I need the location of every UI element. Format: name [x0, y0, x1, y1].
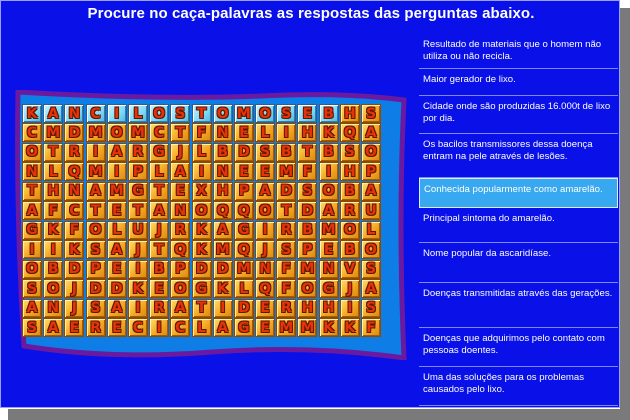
letter-tile[interactable]: S — [276, 104, 296, 123]
letter-tile[interactable]: X — [192, 182, 212, 201]
letter-tile[interactable]: K — [319, 123, 339, 142]
letter-tile[interactable]: F — [192, 123, 212, 142]
letter-tile[interactable]: A — [43, 104, 63, 123]
letter-tile[interactable]: M — [297, 318, 317, 337]
letter-tile[interactable]: T — [149, 240, 169, 259]
letter-tile[interactable]: D — [234, 299, 254, 318]
letter-tile[interactable]: D — [213, 260, 233, 279]
question-item[interactable]: Resultado de materiais que o homem não utiliza ou não recicla. — [419, 34, 618, 69]
letter-tile[interactable]: K — [213, 279, 233, 298]
letter-tile[interactable]: P — [86, 260, 106, 279]
letter-tile[interactable]: O — [340, 221, 360, 240]
letter-tile[interactable]: E — [319, 240, 339, 259]
letter-tile[interactable]: M — [276, 162, 296, 181]
letter-tile[interactable]: L — [43, 162, 63, 181]
letter-tile[interactable]: I — [149, 318, 169, 337]
letter-tile[interactable]: O — [107, 123, 127, 142]
letter-tile[interactable]: O — [255, 104, 275, 123]
letter-tile[interactable]: I — [319, 162, 339, 181]
letter-tile[interactable]: J — [170, 143, 190, 162]
letter-tile[interactable]: R — [86, 318, 106, 337]
question-item[interactable]: Doenças transmitidas através das gerações. — [419, 283, 618, 328]
letter-tile[interactable]: Q — [213, 201, 233, 220]
letter-tile[interactable]: C — [86, 104, 106, 123]
letter-tile[interactable]: A — [43, 318, 63, 337]
letter-tile[interactable]: T — [86, 201, 106, 220]
letter-tile[interactable]: L — [128, 104, 148, 123]
letter-tile[interactable]: I — [128, 299, 148, 318]
letter-tile[interactable]: N — [22, 162, 42, 181]
letter-tile[interactable]: A — [319, 201, 339, 220]
letter-tile[interactable]: J — [340, 279, 360, 298]
letter-tile[interactable]: B — [340, 182, 360, 201]
letter-tile[interactable]: O — [86, 221, 106, 240]
letter-tile[interactable]: K — [128, 279, 148, 298]
letter-tile[interactable]: Q — [234, 240, 254, 259]
letter-tile[interactable]: I — [43, 240, 63, 259]
letter-tile[interactable]: N — [170, 201, 190, 220]
letter-tile[interactable]: E — [297, 104, 317, 123]
letter-tile[interactable]: O — [170, 279, 190, 298]
letter-tile[interactable]: S — [276, 240, 296, 259]
letter-tile[interactable]: D — [107, 279, 127, 298]
letter-tile[interactable]: T — [192, 104, 212, 123]
letter-tile[interactable]: P — [297, 240, 317, 259]
letter-tile[interactable]: O — [297, 279, 317, 298]
letter-tile[interactable]: A — [170, 162, 190, 181]
question-item[interactable]: Cidade onde são produzidas 16.000t de lixo por dia. — [419, 96, 618, 134]
letter-tile[interactable]: D — [86, 279, 106, 298]
letter-grid — [22, 104, 381, 338]
letter-tile[interactable]: B — [149, 260, 169, 279]
letter-tile[interactable]: L — [255, 123, 275, 142]
instruction-title: Procure no caça-palavras as respostas das perguntas abaixo. — [87, 5, 535, 22]
letter-tile[interactable]: I — [107, 162, 127, 181]
letter-tile[interactable]: P — [170, 260, 190, 279]
letter-tile[interactable]: F — [361, 318, 381, 337]
letter-tile[interactable]: J — [128, 240, 148, 259]
letter-tile[interactable]: S — [361, 299, 381, 318]
letter-tile[interactable]: A — [107, 299, 127, 318]
letter-tile[interactable]: B — [319, 143, 339, 162]
letter-tile[interactable]: O — [149, 104, 169, 123]
letter-tile[interactable]: D — [234, 143, 254, 162]
letter-tile[interactable]: M — [319, 221, 339, 240]
letter-tile[interactable]: H — [340, 104, 360, 123]
letter-tile[interactable]: C — [170, 318, 190, 337]
letter-tile[interactable]: T — [192, 299, 212, 318]
letter-tile[interactable]: R — [276, 299, 296, 318]
letter-tile[interactable]: A — [22, 299, 42, 318]
question-item[interactable]: Os bacilos transmissores dessa doença entram na pele através de lesões. — [419, 134, 618, 178]
question-item[interactable]: Nome popular da ascaridíase. — [419, 243, 618, 283]
letter-tile[interactable]: K — [64, 240, 84, 259]
letter-tile[interactable]: O — [255, 201, 275, 220]
letter-tile[interactable]: R — [149, 299, 169, 318]
question-item[interactable]: Conhecida popularmente como amarelão. — [419, 178, 618, 208]
letter-tile[interactable]: A — [361, 182, 381, 201]
letter-tile[interactable]: K — [192, 240, 212, 259]
letter-tile[interactable]: Q — [340, 123, 360, 142]
letter-tile[interactable]: M — [107, 182, 127, 201]
letter-tile[interactable]: F — [276, 260, 296, 279]
letter-tile[interactable]: M — [43, 123, 63, 142]
letter-tile[interactable]: T — [170, 123, 190, 142]
letter-tile[interactable]: E — [107, 260, 127, 279]
letter-tile[interactable]: H — [340, 162, 360, 181]
letter-tile[interactable]: S — [86, 240, 106, 259]
letter-tile[interactable]: L — [361, 221, 381, 240]
letter-tile[interactable]: P — [128, 162, 148, 181]
letter-tile[interactable]: M — [297, 260, 317, 279]
letter-tile[interactable]: R — [128, 143, 148, 162]
letter-tile[interactable]: B — [319, 104, 339, 123]
letter-tile[interactable]: O — [43, 279, 63, 298]
letter-tile[interactable]: S — [297, 182, 317, 201]
letter-tile[interactable]: I — [107, 104, 127, 123]
letter-tile[interactable]: G — [22, 221, 42, 240]
letter-tile[interactable]: T — [43, 143, 63, 162]
letter-tile[interactable]: V — [340, 260, 360, 279]
letter-tile[interactable]: T — [276, 201, 296, 220]
letter-tile[interactable]: A — [107, 240, 127, 259]
letter-tile[interactable]: E — [149, 279, 169, 298]
window-shadow-bottom — [8, 409, 630, 420]
letter-tile[interactable]: A — [255, 182, 275, 201]
letter-tile[interactable]: N — [43, 299, 63, 318]
letter-tile[interactable]: S — [170, 104, 190, 123]
letter-tile[interactable]: D — [192, 260, 212, 279]
letter-tile[interactable]: E — [255, 299, 275, 318]
letter-tile[interactable]: I — [22, 240, 42, 259]
letter-tile[interactable]: I — [192, 162, 212, 181]
letter-tile[interactable]: M — [86, 123, 106, 142]
letter-tile[interactable]: I — [255, 221, 275, 240]
letter-tile[interactable]: B — [43, 260, 63, 279]
letter-tile[interactable]: T — [297, 143, 317, 162]
letter-tile[interactable]: T — [22, 182, 42, 201]
letter-tile[interactable]: C — [64, 201, 84, 220]
letter-tile[interactable]: N — [319, 260, 339, 279]
letter-tile[interactable]: K — [319, 318, 339, 337]
letter-tile[interactable]: A — [86, 182, 106, 201]
letter-tile[interactable]: M — [234, 104, 254, 123]
letter-tile[interactable]: G — [234, 221, 254, 240]
letter-tile[interactable]: E — [107, 201, 127, 220]
letter-tile[interactable]: O — [361, 143, 381, 162]
letter-tile[interactable]: A — [361, 123, 381, 142]
letter-tile[interactable]: M — [213, 240, 233, 259]
letter-tile[interactable]: A — [22, 201, 42, 220]
letter-tile[interactable]: D — [276, 182, 296, 201]
letter-tile[interactable]: B — [276, 143, 296, 162]
letter-tile[interactable]: A — [213, 221, 233, 240]
letter-tile[interactable]: A — [170, 299, 190, 318]
letter-tile[interactable]: T — [128, 201, 148, 220]
letter-tile[interactable]: B — [213, 143, 233, 162]
letter-tile[interactable]: S — [340, 143, 360, 162]
letter-tile[interactable]: O — [22, 260, 42, 279]
letter-tile[interactable]: O — [192, 201, 212, 220]
letter-tile[interactable]: L — [192, 143, 212, 162]
letter-tile[interactable]: K — [192, 221, 212, 240]
letter-tile[interactable]: N — [255, 260, 275, 279]
letter-tile[interactable]: O — [213, 104, 233, 123]
letter-tile[interactable]: R — [340, 201, 360, 220]
letter-tile[interactable]: E — [234, 162, 254, 181]
question-item[interactable]: Uma das soluções para os problemas causados pelo lixo. — [419, 367, 618, 406]
letter-tile[interactable]: G — [319, 279, 339, 298]
letter-tile[interactable]: M — [276, 318, 296, 337]
letter-tile[interactable]: B — [340, 240, 360, 259]
letter-tile[interactable]: J — [64, 299, 84, 318]
letter-tile[interactable]: I — [213, 299, 233, 318]
letter-tile[interactable]: P — [234, 182, 254, 201]
letter-tile[interactable]: I — [128, 260, 148, 279]
letter-tile[interactable]: E — [64, 318, 84, 337]
question-item[interactable]: Principal sintoma do amarelão. — [419, 208, 618, 243]
letter-tile[interactable]: C — [22, 123, 42, 142]
letter-tile[interactable]: H — [213, 182, 233, 201]
letter-tile[interactable]: N — [213, 162, 233, 181]
letter-tile[interactable]: Q — [64, 162, 84, 181]
letter-tile[interactable]: G — [128, 182, 148, 201]
letter-tile[interactable]: L — [234, 279, 254, 298]
letter-tile[interactable]: N — [213, 123, 233, 142]
letter-tile[interactable]: I — [276, 123, 296, 142]
letter-tile[interactable]: C — [149, 123, 169, 142]
letter-tile[interactable]: T — [149, 182, 169, 201]
letter-tile[interactable]: O — [319, 182, 339, 201]
letter-tile[interactable]: L — [107, 221, 127, 240]
letter-tile[interactable]: F — [64, 221, 84, 240]
letter-tile[interactable]: J — [149, 221, 169, 240]
letter-tile[interactable]: H — [297, 123, 317, 142]
question-item[interactable]: Doenças que adquirimos pelo contato com pessoas doentes. — [419, 328, 618, 367]
letter-tile[interactable]: L — [149, 162, 169, 181]
letter-tile[interactable]: U — [361, 201, 381, 220]
letter-tile[interactable]: M — [128, 123, 148, 142]
letter-tile[interactable]: F — [43, 201, 63, 220]
letter-tile[interactable]: O — [361, 240, 381, 259]
letter-tile[interactable]: G — [192, 279, 212, 298]
letter-tile[interactable]: E — [255, 318, 275, 337]
letter-tile[interactable]: E — [255, 162, 275, 181]
letter-tile[interactable]: O — [22, 143, 42, 162]
letter-tile[interactable]: S — [86, 299, 106, 318]
letter-tile[interactable]: E — [234, 123, 254, 142]
letter-tile[interactable]: M — [86, 162, 106, 181]
letter-tile[interactable]: H — [43, 182, 63, 201]
letter-tile[interactable]: S — [361, 104, 381, 123]
question-item[interactable]: Maior gerador de lixo. — [419, 69, 618, 96]
letter-tile[interactable]: F — [276, 279, 296, 298]
letter-tile[interactable]: P — [361, 162, 381, 181]
letter-tile[interactable]: K — [43, 221, 63, 240]
letter-tile[interactable]: G — [149, 143, 169, 162]
letter-tile[interactable]: A — [361, 279, 381, 298]
letter-tile[interactable]: Q — [255, 279, 275, 298]
letter-tile[interactable]: I — [340, 299, 360, 318]
letter-tile[interactable]: A — [107, 143, 127, 162]
letter-tile[interactable]: N — [64, 104, 84, 123]
letter-tile[interactable]: R — [64, 143, 84, 162]
letter-tile[interactable]: I — [86, 143, 106, 162]
letter-tile[interactable]: B — [297, 221, 317, 240]
letter-tile[interactable]: E — [107, 318, 127, 337]
letter-tile[interactable]: D — [64, 260, 84, 279]
letter-tile[interactable]: K — [22, 104, 42, 123]
letter-tile[interactable]: J — [64, 279, 84, 298]
letter-tile[interactable]: L — [192, 318, 212, 337]
letter-tile[interactable]: K — [340, 318, 360, 337]
letter-tile[interactable]: H — [319, 299, 339, 318]
letter-tile[interactable]: R — [170, 221, 190, 240]
window-shadow-right — [620, 8, 630, 420]
letter-tile[interactable]: S — [22, 318, 42, 337]
letter-tile[interactable]: C — [128, 318, 148, 337]
letter-tile[interactable]: G — [234, 318, 254, 337]
letter-tile[interactable]: Q — [234, 201, 254, 220]
letter-tile[interactable]: S — [255, 143, 275, 162]
letter-tile[interactable]: M — [234, 260, 254, 279]
letter-tile[interactable]: S — [22, 279, 42, 298]
letter-tile[interactable]: S — [361, 260, 381, 279]
letter-tile[interactable]: F — [297, 162, 317, 181]
letter-tile[interactable]: A — [213, 318, 233, 337]
letter-tile[interactable]: J — [255, 240, 275, 259]
letter-tile[interactable]: H — [297, 299, 317, 318]
question-list — [419, 34, 618, 406]
letter-tile[interactable]: R — [276, 221, 296, 240]
letter-tile[interactable]: Q — [170, 240, 190, 259]
letter-tile[interactable]: E — [170, 182, 190, 201]
letter-tile[interactable]: A — [149, 201, 169, 220]
letter-tile[interactable]: D — [297, 201, 317, 220]
letter-tile[interactable]: D — [64, 123, 84, 142]
letter-tile[interactable]: U — [128, 221, 148, 240]
letter-tile[interactable]: N — [64, 182, 84, 201]
